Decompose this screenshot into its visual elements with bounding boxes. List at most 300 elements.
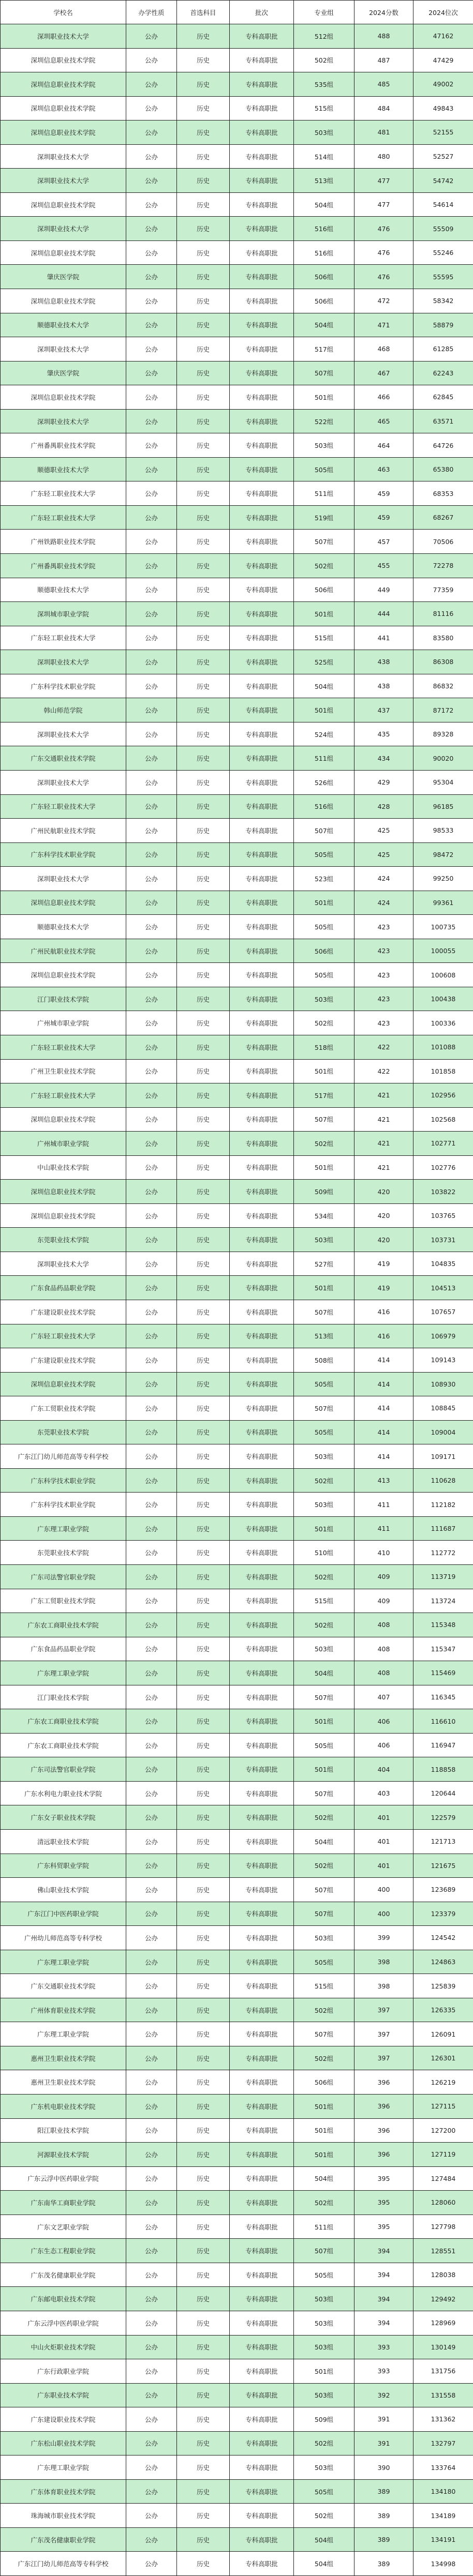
rank-cell: 55595	[413, 265, 473, 289]
first-subject-cell: 历史	[177, 939, 230, 963]
school-name-cell: 珠海城市职业技术学院	[1, 2504, 126, 2528]
score-cell: 464	[354, 433, 413, 458]
school-type-cell: 公办	[126, 939, 177, 963]
major-group-cell: 507组	[294, 361, 354, 385]
table-row	[1, 1420, 473, 1444]
school-name-cell: 广州铁路职业技术学院	[1, 530, 126, 554]
batch-cell: 专科高职批	[230, 1083, 294, 1108]
first-subject-cell: 历史	[177, 337, 230, 361]
rank-cell: 128038	[413, 2263, 473, 2287]
first-subject-cell: 历史	[177, 72, 230, 97]
school-name-cell: 深圳信息职业技术学院	[1, 1180, 126, 1204]
score-cell: 397	[354, 1998, 413, 2022]
first-subject-cell: 历史	[177, 1541, 230, 1565]
score-cell: 465	[354, 409, 413, 433]
school-name-cell: 阳江职业技术学院	[1, 2118, 126, 2143]
major-group-cell: 503组	[294, 1637, 354, 1661]
school-type-cell: 公办	[126, 602, 177, 626]
school-type-cell: 公办	[126, 1059, 177, 1083]
school-name-cell: 广东女子职业技术学院	[1, 1805, 126, 1830]
major-group-cell: 507组	[294, 2239, 354, 2263]
major-group-cell: 503组	[294, 2311, 354, 2335]
score-cell: 423	[354, 963, 413, 987]
batch-cell: 专科高职批	[230, 963, 294, 987]
rank-cell: 126301	[413, 2046, 473, 2070]
rank-cell: 113719	[413, 1565, 473, 1589]
score-cell: 414	[354, 1372, 413, 1396]
score-cell: 487	[354, 48, 413, 72]
table-row	[1, 96, 473, 120]
batch-cell: 专科高职批	[230, 1613, 294, 1637]
batch-cell: 专科高职批	[230, 265, 294, 289]
rank-cell: 127115	[413, 2095, 473, 2119]
score-cell: 394	[354, 2239, 413, 2263]
score-cell: 468	[354, 337, 413, 361]
school-name-cell: 广东理工职业学院	[1, 2456, 126, 2480]
rank-cell: 61285	[413, 337, 473, 361]
batch-cell: 专科高职批	[230, 2022, 294, 2046]
school-type-cell: 公办	[126, 1420, 177, 1444]
rank-cell: 127200	[413, 2118, 473, 2143]
school-name-cell: 广东科学技术职业学院	[1, 842, 126, 867]
score-cell: 414	[354, 1420, 413, 1444]
school-name-cell: 广东司法警官职业学院	[1, 1565, 126, 1589]
score-cell: 476	[354, 217, 413, 241]
school-name-cell: 广东交通职业技术学院	[1, 746, 126, 771]
score-cell: 408	[354, 1637, 413, 1661]
score-cell: 389	[354, 2527, 413, 2552]
school-type-cell: 公办	[126, 72, 177, 97]
table-row	[1, 48, 473, 72]
rank-cell: 98533	[413, 819, 473, 843]
rank-cell: 62845	[413, 385, 473, 410]
batch-cell: 专科高职批	[230, 2191, 294, 2215]
school-name-cell: 东莞职业技术学院	[1, 1420, 126, 1444]
major-group-cell: 535组	[294, 72, 354, 97]
score-cell: 408	[354, 1613, 413, 1637]
score-cell: 444	[354, 602, 413, 626]
major-group-cell: 504组	[294, 2527, 354, 2552]
major-group-cell: 506组	[294, 2070, 354, 2095]
major-group-cell: 501组	[294, 2143, 354, 2167]
table-row	[1, 2527, 473, 2552]
score-cell: 455	[354, 554, 413, 578]
school-type-cell: 公办	[126, 385, 177, 410]
rank-cell: 127798	[413, 2215, 473, 2239]
major-group-cell: 504组	[294, 2552, 354, 2576]
rank-cell: 129492	[413, 2287, 473, 2311]
major-group-cell: 502组	[294, 1805, 354, 1830]
major-group-cell: 507组	[294, 1902, 354, 1926]
rank-cell: 127119	[413, 2143, 473, 2167]
rank-cell: 131362	[413, 2407, 473, 2432]
major-group-cell: 504组	[294, 1830, 354, 1854]
score-cell: 421	[354, 1107, 413, 1132]
table-body	[1, 24, 473, 2576]
table-row	[1, 2335, 473, 2359]
school-type-cell: 公办	[126, 2095, 177, 2119]
school-type-cell: 公办	[126, 2552, 177, 2576]
rank-cell: 101858	[413, 1059, 473, 1083]
school-name-cell: 广东茂名健康职业学院	[1, 2263, 126, 2287]
school-type-cell: 公办	[126, 96, 177, 120]
major-group-cell: 514组	[294, 144, 354, 169]
rank-cell: 107657	[413, 1300, 473, 1324]
score-cell: 421	[354, 1155, 413, 1180]
score-cell: 435	[354, 722, 413, 746]
score-cell: 390	[354, 2456, 413, 2480]
first-subject-cell: 历史	[177, 24, 230, 49]
major-group-cell: 525组	[294, 650, 354, 674]
major-group-cell: 507组	[294, 1396, 354, 1421]
table-row	[1, 1830, 473, 1854]
major-group-cell: 511组	[294, 746, 354, 771]
batch-cell: 专科高职批	[230, 192, 294, 217]
school-type-cell: 公办	[126, 169, 177, 193]
table-row	[1, 2479, 473, 2504]
score-cell: 480	[354, 144, 413, 169]
major-group-cell: 503组	[294, 1493, 354, 1517]
batch-cell: 专科高职批	[230, 1300, 294, 1324]
first-subject-cell: 历史	[177, 1396, 230, 1421]
school-name-cell: 深圳信息职业技术学院	[1, 96, 126, 120]
table-row	[1, 1155, 473, 1180]
batch-cell: 专科高职批	[230, 1035, 294, 1059]
major-group-cell: 503组	[294, 120, 354, 145]
batch-cell: 专科高职批	[230, 578, 294, 602]
table-row	[1, 915, 473, 939]
school-name-cell: 广州民航职业技术学院	[1, 819, 126, 843]
table-row	[1, 794, 473, 819]
rank-cell: 103822	[413, 1180, 473, 1204]
score-cell: 463	[354, 457, 413, 481]
table-row	[1, 1203, 473, 1228]
rank-cell: 55246	[413, 240, 473, 265]
rank-cell: 128551	[413, 2239, 473, 2263]
rank-cell: 116947	[413, 1733, 473, 1757]
table-row	[1, 1324, 473, 1348]
major-group-cell: 516组	[294, 217, 354, 241]
rank-cell: 68353	[413, 481, 473, 506]
table-row	[1, 1709, 473, 1734]
batch-cell: 专科高职批	[230, 746, 294, 771]
table-row	[1, 1950, 473, 1974]
first-subject-cell: 历史	[177, 1878, 230, 1902]
table-row	[1, 1300, 473, 1324]
first-subject-cell: 历史	[177, 433, 230, 458]
school-type-cell: 公办	[126, 1661, 177, 1685]
table-row	[1, 2095, 473, 2119]
rank-cell: 109004	[413, 1420, 473, 1444]
batch-cell: 专科高职批	[230, 1396, 294, 1421]
header-school-type: 办学性质	[126, 1, 177, 24]
rank-cell: 102771	[413, 1132, 473, 1156]
major-group-cell: 501组	[294, 1709, 354, 1734]
school-name-cell: 广州卫生职业技术学院	[1, 1059, 126, 1083]
first-subject-cell: 历史	[177, 819, 230, 843]
batch-cell: 专科高职批	[230, 1878, 294, 1902]
major-group-cell: 504组	[294, 2166, 354, 2191]
major-group-cell: 505组	[294, 915, 354, 939]
table-row	[1, 1083, 473, 1108]
school-type-cell: 公办	[126, 746, 177, 771]
major-group-cell: 503组	[294, 1926, 354, 1950]
first-subject-cell: 历史	[177, 1516, 230, 1541]
rank-cell: 134998	[413, 2552, 473, 2576]
major-group-cell: 526组	[294, 770, 354, 794]
school-name-cell: 佛山职业技术学院	[1, 1878, 126, 1902]
batch-cell: 专科高职批	[230, 409, 294, 433]
school-type-cell: 公办	[126, 2456, 177, 2480]
table-row	[1, 2070, 473, 2095]
score-cell: 419	[354, 1276, 413, 1300]
major-group-cell: 505组	[294, 457, 354, 481]
major-group-cell: 507组	[294, 530, 354, 554]
major-group-cell: 507组	[294, 1781, 354, 1805]
batch-cell: 专科高职批	[230, 385, 294, 410]
school-name-cell: 广州城市职业学院	[1, 1132, 126, 1156]
rank-cell: 72278	[413, 554, 473, 578]
school-name-cell: 深圳信息职业技术学院	[1, 48, 126, 72]
school-type-cell: 公办	[126, 2359, 177, 2384]
school-type-cell: 公办	[126, 2022, 177, 2046]
school-type-cell: 公办	[126, 409, 177, 433]
rank-cell: 131558	[413, 2383, 473, 2407]
school-type-cell: 公办	[126, 1516, 177, 1541]
major-group-cell: 506组	[294, 578, 354, 602]
batch-cell: 专科高职批	[230, 2383, 294, 2407]
major-group-cell: 503组	[294, 2383, 354, 2407]
school-name-cell: 东莞职业技术学院	[1, 1541, 126, 1565]
batch-cell: 专科高职批	[230, 1637, 294, 1661]
first-subject-cell: 历史	[177, 1854, 230, 1878]
header-school-name: 学校名	[1, 1, 126, 24]
batch-cell: 专科高职批	[230, 915, 294, 939]
header-row	[1, 1, 473, 24]
rank-cell: 49002	[413, 72, 473, 97]
table-row	[1, 939, 473, 963]
first-subject-cell: 历史	[177, 1180, 230, 1204]
school-name-cell: 广东行政职业学院	[1, 2359, 126, 2384]
school-name-cell: 广东江门幼儿师范高等专科学校	[1, 2552, 126, 2576]
rank-cell: 58879	[413, 313, 473, 337]
score-cell: 394	[354, 2263, 413, 2287]
rank-cell: 130149	[413, 2335, 473, 2359]
batch-cell: 专科高职批	[230, 1444, 294, 1469]
major-group-cell: 503组	[294, 987, 354, 1011]
school-name-cell: 深圳信息职业技术学院	[1, 1372, 126, 1396]
rank-cell: 100608	[413, 963, 473, 987]
rank-cell: 100735	[413, 915, 473, 939]
major-group-cell: 527组	[294, 1252, 354, 1276]
major-group-cell: 519组	[294, 505, 354, 530]
first-subject-cell: 历史	[177, 2239, 230, 2263]
table-row	[1, 1878, 473, 1902]
school-type-cell: 公办	[126, 2070, 177, 2095]
score-cell: 476	[354, 265, 413, 289]
school-type-cell: 公办	[126, 1468, 177, 1493]
rank-cell: 62243	[413, 361, 473, 385]
first-subject-cell: 历史	[177, 2143, 230, 2167]
school-name-cell: 顺德职业技术大学	[1, 313, 126, 337]
school-type-cell: 公办	[126, 650, 177, 674]
score-cell: 423	[354, 915, 413, 939]
score-cell: 422	[354, 1035, 413, 1059]
major-group-cell: 505组	[294, 1950, 354, 1974]
score-cell: 459	[354, 505, 413, 530]
table-row	[1, 722, 473, 746]
school-type-cell: 公办	[126, 2118, 177, 2143]
table-row	[1, 1252, 473, 1276]
score-cell: 437	[354, 698, 413, 722]
table-row	[1, 2022, 473, 2046]
first-subject-cell: 历史	[177, 1974, 230, 1998]
table-row	[1, 1613, 473, 1637]
school-type-cell: 公办	[126, 626, 177, 650]
first-subject-cell: 历史	[177, 2166, 230, 2191]
school-type-cell: 公办	[126, 2191, 177, 2215]
score-cell: 421	[354, 1083, 413, 1108]
batch-cell: 专科高职批	[230, 1276, 294, 1300]
batch-cell: 专科高职批	[230, 626, 294, 650]
batch-cell: 专科高职批	[230, 1541, 294, 1565]
school-name-cell: 广州番禺职业技术学院	[1, 433, 126, 458]
score-cell: 481	[354, 120, 413, 145]
school-name-cell: 广东理工职业学院	[1, 1516, 126, 1541]
score-cell: 423	[354, 987, 413, 1011]
school-name-cell: 广东邮电职业技术学院	[1, 2287, 126, 2311]
first-subject-cell: 历史	[177, 794, 230, 819]
first-subject-cell: 历史	[177, 1132, 230, 1156]
major-group-cell: 511组	[294, 2215, 354, 2239]
score-cell: 391	[354, 2407, 413, 2432]
batch-cell: 专科高职批	[230, 1950, 294, 1974]
rank-cell: 96185	[413, 794, 473, 819]
batch-cell: 专科高职批	[230, 891, 294, 915]
batch-cell: 专科高职批	[230, 48, 294, 72]
score-cell: 404	[354, 1757, 413, 1782]
school-type-cell: 公办	[126, 2335, 177, 2359]
table-row	[1, 698, 473, 722]
major-group-cell: 517组	[294, 337, 354, 361]
table-row	[1, 1468, 473, 1493]
first-subject-cell: 历史	[177, 1998, 230, 2022]
major-group-cell: 505组	[294, 842, 354, 867]
school-type-cell: 公办	[126, 1155, 177, 1180]
school-name-cell: 深圳城市职业学院	[1, 602, 126, 626]
score-cell: 459	[354, 481, 413, 506]
major-group-cell: 502组	[294, 2046, 354, 2070]
first-subject-cell: 历史	[177, 481, 230, 506]
major-group-cell: 501组	[294, 1757, 354, 1782]
school-type-cell: 公办	[126, 192, 177, 217]
first-subject-cell: 历史	[177, 1709, 230, 1734]
first-subject-cell: 历史	[177, 578, 230, 602]
batch-cell: 专科高职批	[230, 2527, 294, 2552]
school-name-cell: 广东建设职业技术学院	[1, 1300, 126, 1324]
rank-cell: 123379	[413, 1902, 473, 1926]
school-name-cell: 广东科学技术职业学院	[1, 1468, 126, 1493]
first-subject-cell: 历史	[177, 2095, 230, 2119]
batch-cell: 专科高职批	[230, 1709, 294, 1734]
first-subject-cell: 历史	[177, 987, 230, 1011]
first-subject-cell: 历史	[177, 1589, 230, 1613]
school-name-cell: 深圳信息职业技术学院	[1, 72, 126, 97]
rank-cell: 121713	[413, 1830, 473, 1854]
first-subject-cell: 历史	[177, 217, 230, 241]
school-type-cell: 公办	[126, 1107, 177, 1132]
batch-cell: 专科高职批	[230, 650, 294, 674]
major-group-cell: 515组	[294, 1974, 354, 1998]
batch-cell: 专科高职批	[230, 1420, 294, 1444]
batch-cell: 专科高职批	[230, 1180, 294, 1204]
rank-cell: 133764	[413, 2456, 473, 2480]
school-type-cell: 公办	[126, 2263, 177, 2287]
first-subject-cell: 历史	[177, 770, 230, 794]
table-row	[1, 1565, 473, 1589]
major-group-cell: 504组	[294, 674, 354, 698]
first-subject-cell: 历史	[177, 289, 230, 313]
major-group-cell: 513组	[294, 169, 354, 193]
table-row	[1, 746, 473, 771]
school-name-cell: 肇庆医学院	[1, 265, 126, 289]
school-type-cell: 公办	[126, 2431, 177, 2456]
first-subject-cell: 历史	[177, 1300, 230, 1324]
school-name-cell: 广东理工职业学院	[1, 1661, 126, 1685]
rank-cell: 47162	[413, 24, 473, 49]
school-name-cell: 广州番禺职业技术学院	[1, 554, 126, 578]
batch-cell: 专科高职批	[230, 1324, 294, 1348]
major-group-cell: 501组	[294, 602, 354, 626]
rank-cell: 134180	[413, 2479, 473, 2504]
score-cell: 429	[354, 770, 413, 794]
school-name-cell: 广东轻工职业技术大学	[1, 1083, 126, 1108]
score-cell: 477	[354, 192, 413, 217]
school-name-cell: 深圳职业技术大学	[1, 1252, 126, 1276]
school-name-cell: 河源职业技术学院	[1, 2143, 126, 2167]
batch-cell: 专科高职批	[230, 1155, 294, 1180]
score-cell: 398	[354, 1950, 413, 1974]
major-group-cell: 507组	[294, 1300, 354, 1324]
school-type-cell: 公办	[126, 674, 177, 698]
school-type-cell: 公办	[126, 1324, 177, 1348]
school-name-cell: 深圳信息职业技术学院	[1, 1107, 126, 1132]
score-cell: 467	[354, 361, 413, 385]
school-name-cell: 广东云浮中医药职业学院	[1, 2311, 126, 2335]
major-group-cell: 522组	[294, 409, 354, 433]
table-row	[1, 313, 473, 337]
school-type-cell: 公办	[126, 505, 177, 530]
table-row	[1, 1228, 473, 1252]
batch-cell: 专科高职批	[230, 1011, 294, 1035]
batch-cell: 专科高职批	[230, 2359, 294, 2384]
rank-cell: 127484	[413, 2166, 473, 2191]
school-type-cell: 公办	[126, 530, 177, 554]
major-group-cell: 507组	[294, 2022, 354, 2046]
score-cell: 413	[354, 1468, 413, 1493]
batch-cell: 专科高职批	[230, 217, 294, 241]
first-subject-cell: 历史	[177, 1805, 230, 1830]
batch-cell: 专科高职批	[230, 2215, 294, 2239]
first-subject-cell: 历史	[177, 2046, 230, 2070]
rank-cell: 95304	[413, 770, 473, 794]
school-name-cell: 深圳职业技术大学	[1, 650, 126, 674]
school-type-cell: 公办	[126, 2479, 177, 2504]
score-cell: 391	[354, 2431, 413, 2456]
first-subject-cell: 历史	[177, 1011, 230, 1035]
table-row	[1, 265, 473, 289]
table-row	[1, 1902, 473, 1926]
